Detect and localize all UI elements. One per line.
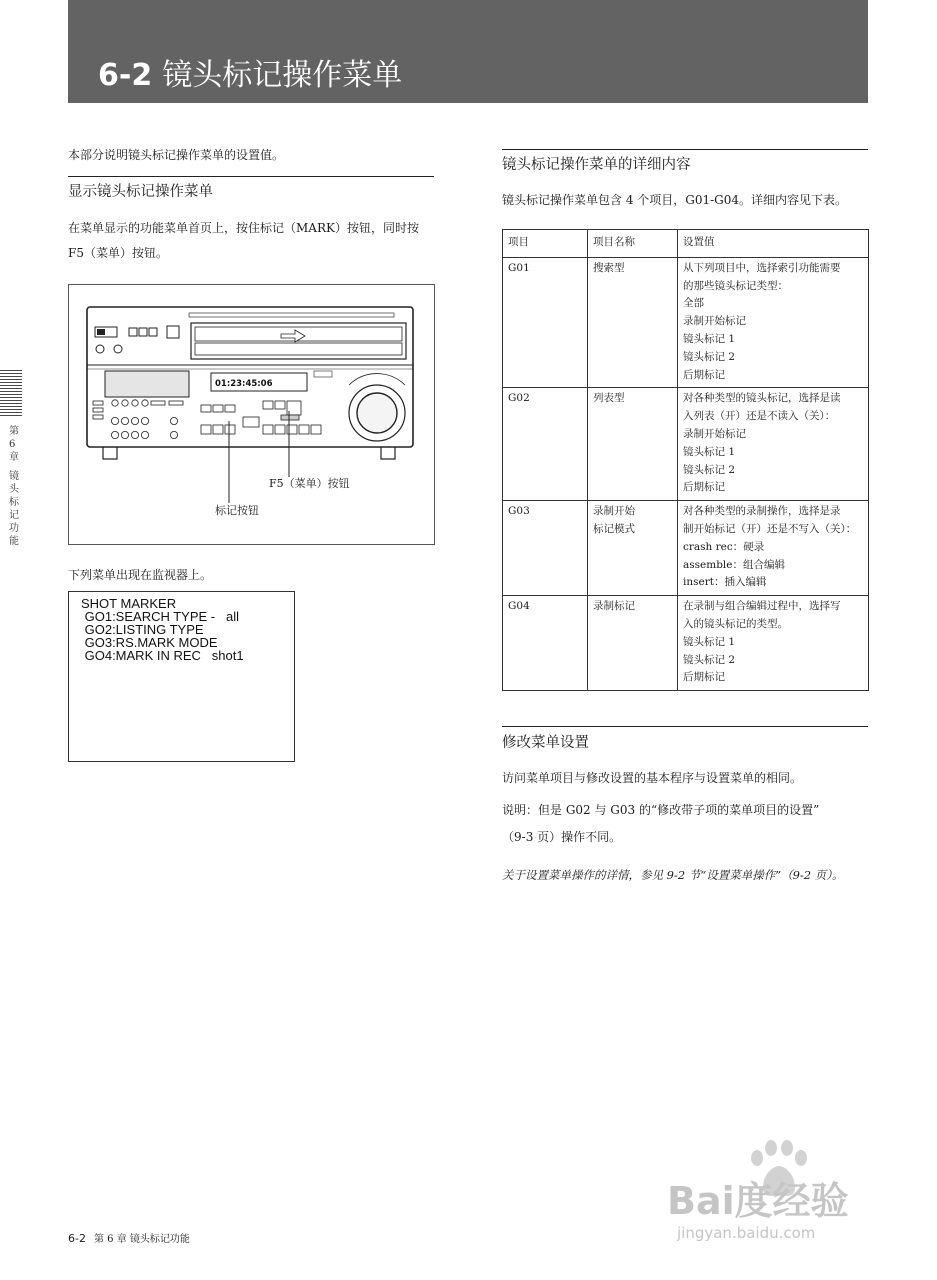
item-code: G04 (508, 600, 530, 613)
divider (502, 149, 868, 150)
setting-value: 的那些镜头标记类型： (683, 279, 788, 292)
setting-value: 后期标记 (683, 481, 725, 494)
modify-settings-note: （9-3 页）操作不同。 (502, 830, 622, 844)
mark-button-callout: 标记按钮 (215, 504, 259, 517)
baidu-jingyan-watermark (665, 1140, 885, 1270)
monitor-caption: 下列菜单出现在监视器上。 (68, 568, 213, 582)
footer-chapter: 第 6 章 镜头标记功能 (93, 1234, 190, 1245)
f5-menu-button-callout: F5（菜单）按钮 (269, 477, 350, 490)
setting-value: 镜头标记 2 (683, 350, 736, 363)
modify-settings-text: 访问菜单项目与修改设置的基本程序与设置菜单的相同。 (502, 771, 803, 785)
chapter-tab-char: 标 (9, 497, 19, 508)
display-menu-heading: 显示镜头标记操作菜单 (68, 184, 213, 200)
chapter-tab-char: 记 (9, 510, 19, 521)
table-row (503, 388, 869, 501)
page-footer (68, 1232, 190, 1247)
intro-text: 本部分说明镜头标记操作菜单的设置值。 (68, 148, 285, 162)
page-number: 6-2 (68, 1232, 86, 1245)
section-title (98, 56, 402, 96)
table-row (503, 596, 869, 691)
item-name: 标记模式 (593, 522, 635, 535)
watermark-url: jingyan.baidu.com (677, 1224, 816, 1242)
setting-value: 镜头标记 1 (683, 635, 736, 648)
item-name: 列表型 (593, 392, 625, 405)
setting-value: 后期标记 (683, 368, 725, 381)
table-header-item: 项目 (503, 230, 588, 258)
monitor-menu-line: GO2:LISTING TYPE (81, 622, 204, 637)
vtr-front-panel-figure (68, 284, 435, 545)
table-header-row (503, 230, 869, 258)
chapter-tab-char: 镜 (9, 471, 19, 482)
monitor-menu-title: SHOT MARKER (81, 596, 177, 611)
chapter-tab-char: 6 (9, 439, 16, 450)
setting-value: 对各种类型的镜头标记，选择是读 (683, 392, 841, 405)
setting-value: 在录制与组合编辑过程中，选择写 (683, 600, 841, 613)
setting-value: 镜头标记 2 (683, 653, 736, 666)
monitor-menu-line: GO3:RS.MARK MODE (81, 635, 218, 650)
shot-marker-menu-table (502, 229, 869, 691)
setting-value: 录制开始标记 (683, 315, 746, 328)
details-intro: 镜头标记操作菜单包含 4 个项目，G01-G04。详细内容见下表。 (502, 193, 848, 207)
item-code: G01 (508, 261, 530, 274)
watermark-brand: Bai度经验 (667, 1179, 849, 1223)
setting-value: crash rec：硬录 (683, 540, 765, 553)
chapter-tab-char: 第 (9, 426, 19, 437)
table-header-values: 设置值 (678, 230, 869, 258)
item-code: G03 (508, 505, 530, 518)
monitor-menu-display (68, 591, 295, 762)
instruction-text: 在菜单显示的功能菜单首页上，按住标记（MARK）按钮，同时按 (68, 221, 419, 235)
section-header (68, 0, 868, 103)
item-name: 录制开始 (593, 505, 635, 518)
setting-value: 后期标记 (683, 671, 725, 684)
divider (68, 176, 434, 177)
setting-value: assemble：组合编辑 (683, 558, 786, 571)
setting-value: 录制开始标记 (683, 427, 746, 440)
setting-value: 入的镜头标记的类型。 (683, 617, 788, 630)
section-number: 6-2 (98, 58, 153, 93)
monitor-menu-line: GO4:MARK IN REC shot1 (81, 648, 244, 663)
chapter-tab-marker (0, 370, 22, 416)
monitor-menu-line: GO1:SEARCH TYPE - all (81, 609, 239, 624)
setting-value: 从下列项目中，选择索引功能需要 (683, 261, 841, 274)
item-name: 录制标记 (593, 600, 635, 613)
details-heading: 镜头标记操作菜单的详细内容 (502, 157, 691, 173)
setting-value: 镜头标记 1 (683, 332, 736, 345)
table-row (503, 501, 869, 596)
setting-value: 镜头标记 2 (683, 463, 736, 476)
modify-settings-note: 说明：但是 G02 与 G03 的“修改带子项的菜单项目的设置” (502, 803, 820, 817)
chapter-tab-char: 能 (9, 536, 19, 547)
divider (502, 726, 868, 727)
setting-value: insert：插入编辑 (683, 576, 767, 589)
section-title-text: 镜头标记操作菜单 (162, 58, 403, 93)
item-code: G02 (508, 392, 530, 405)
setting-value: 对各种类型的录制操作，选择是录 (683, 505, 841, 518)
chapter-tab-char: 章 (9, 452, 19, 463)
instruction-text: F5（菜单）按钮。 (68, 246, 168, 260)
chapter-tab-char: 头 (9, 484, 19, 495)
table-row (503, 257, 869, 388)
chapter-tab (9, 425, 23, 548)
timecode-display: 01:23:45:06 (215, 379, 273, 389)
setting-value: 镜头标记 1 (683, 445, 736, 458)
table-header-name: 项目名称 (588, 230, 678, 258)
setting-value: 制开始标记（开）还是不写入（关）： (683, 522, 857, 535)
item-name: 搜索型 (593, 261, 625, 274)
reference-note: 关于设置菜单操作的详情，参见 9-2 节“设置菜单操作”（9-2 页）。 (502, 868, 844, 882)
setting-value: 入列表（开）还是不读入（关）： (683, 410, 836, 423)
setting-value: 全部 (683, 297, 704, 310)
chapter-tab-char: 功 (9, 523, 19, 534)
modify-settings-heading: 修改菜单设置 (502, 735, 589, 751)
